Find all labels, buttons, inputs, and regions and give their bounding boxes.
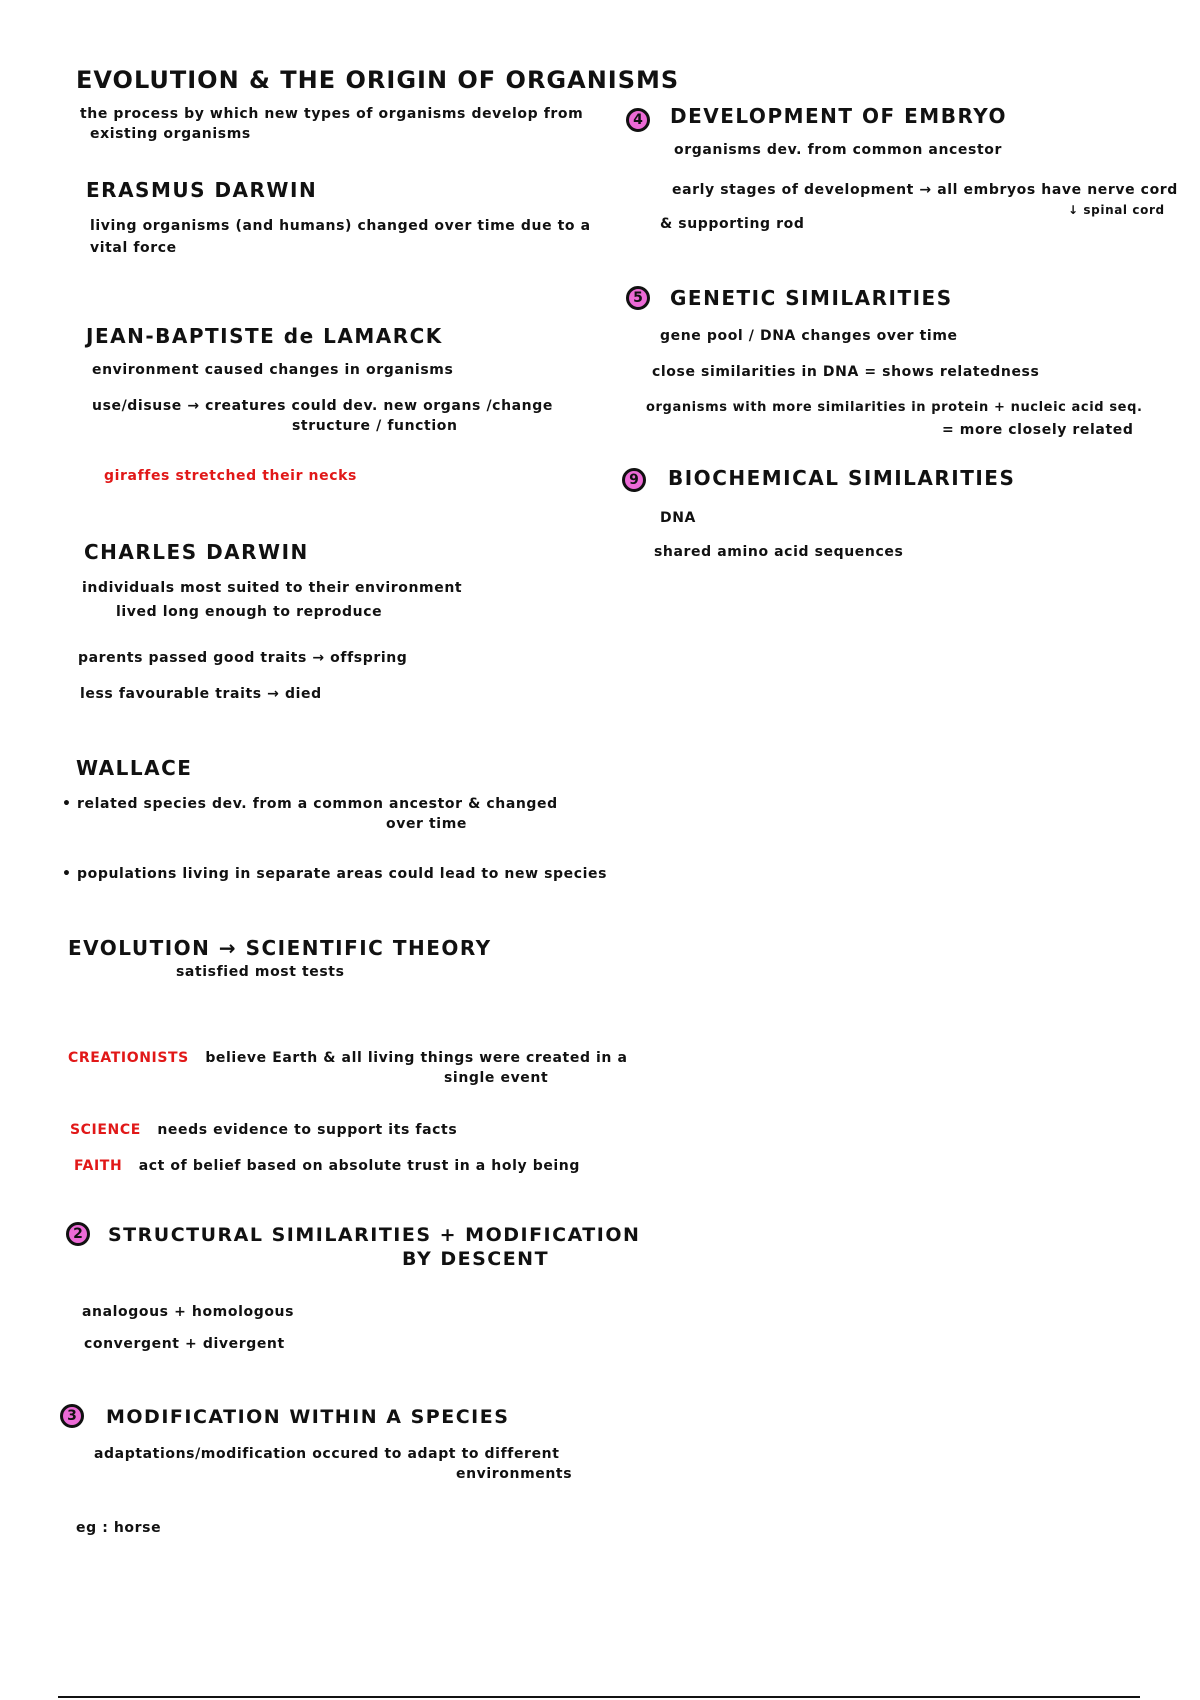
erasmus-line-2: vital force: [90, 240, 177, 256]
section-2-heading: STRUCTURAL SIMILARITIES + MODIFICATION: [108, 1224, 641, 1246]
wallace-heading: WALLACE: [76, 756, 193, 780]
science-text: needs evidence to support its facts: [157, 1122, 458, 1138]
faith-text: act of belief based on absolute trust in a holy being: [138, 1158, 580, 1174]
creationists-line: [68, 1048, 628, 1068]
science-line: [70, 1120, 457, 1140]
wallace-bullet-1a: • related species dev. from a common ancestor & changed: [62, 796, 558, 812]
wallace-bullet-1b: over time: [386, 816, 467, 832]
section-4-spinal: ↓ spinal cord: [1068, 203, 1165, 217]
section-3-heading: MODIFICATION WITHIN A SPECIES: [106, 1406, 510, 1428]
wallace-bullet-2: • populations living in separate areas could lead to new species: [62, 866, 608, 882]
section-5-line-3b: = more closely related: [942, 422, 1134, 438]
faith-label: FAITH: [74, 1158, 123, 1174]
theory-sub: satisfied most tests: [176, 964, 345, 980]
section-9-line-2: shared amino acid sequences: [654, 544, 904, 560]
section-3-line-1b: environments: [456, 1466, 573, 1482]
lamarck-line-2b: structure / function: [292, 418, 458, 434]
creationists-line-2: single event: [444, 1070, 549, 1086]
erasmus-heading: ERASMUS DARWIN: [86, 178, 318, 202]
section-4-heading: DEVELOPMENT OF EMBRYO: [670, 104, 1008, 128]
section-2-badge: 2: [66, 1222, 90, 1246]
section-2-heading-2: BY DESCENT: [402, 1248, 550, 1270]
lamarck-line-1: environment caused changes in organisms: [92, 362, 454, 378]
lamarck-heading: JEAN-BAPTISTE de LAMARCK: [86, 324, 443, 348]
faith-line: [74, 1156, 580, 1176]
bottom-divider: [58, 1696, 1140, 1698]
section-4-line-3: & supporting rod: [660, 216, 805, 232]
section-9-line-1: DNA: [660, 510, 696, 526]
section-3-eg: eg : horse: [76, 1520, 162, 1536]
charles-line-3: less favourable traits → died: [80, 686, 322, 702]
section-5-line-2: close similarities in DNA = shows relatedness: [652, 364, 1040, 380]
section-9-badge: 9: [622, 468, 646, 492]
section-4-badge: 4: [626, 108, 650, 132]
section-2-line-2: convergent + divergent: [84, 1336, 285, 1352]
creationists-text: believe Earth & all living things were created in a: [205, 1050, 628, 1066]
section-5-line-3: organisms with more similarities in protein + nucleic acid seq.: [646, 400, 1143, 415]
section-3-badge: 3: [60, 1404, 84, 1428]
definition-line-1: the process by which new types of organisms develop from: [80, 106, 584, 122]
page-title: EVOLUTION & THE ORIGIN OF ORGANISMS: [76, 66, 680, 94]
charles-heading: CHARLES DARWIN: [84, 540, 309, 564]
section-5-line-1: gene pool / DNA changes over time: [660, 328, 958, 344]
section-3-line-1: adaptations/modification occured to adapt to different: [94, 1446, 560, 1462]
section-4-line-1: organisms dev. from common ancestor: [674, 142, 1002, 158]
section-5-heading: GENETIC SIMILARITIES: [670, 286, 953, 310]
theory-heading: EVOLUTION → SCIENTIFIC THEORY: [68, 936, 492, 960]
erasmus-line-1: living organisms (and humans) changed over time due to a: [90, 218, 591, 234]
definition-line-2: existing organisms: [90, 126, 251, 142]
charles-line-1a: individuals most suited to their environment: [82, 580, 463, 596]
lamarck-example: giraffes stretched their necks: [104, 468, 357, 484]
section-5-badge: 5: [626, 286, 650, 310]
science-label: SCIENCE: [70, 1122, 141, 1138]
creationists-label: CREATIONISTS: [68, 1050, 189, 1066]
section-2-line-1: analogous + homologous: [82, 1304, 295, 1320]
section-4-line-2: early stages of development → all embryos have nerve cord: [672, 182, 1178, 198]
lamarck-line-2a: use/disuse → creatures could dev. new organs /change: [92, 398, 553, 414]
charles-line-2: parents passed good traits → offspring: [78, 650, 408, 666]
section-9-heading: BIOCHEMICAL SIMILARITIES: [668, 466, 1016, 490]
charles-line-1b: lived long enough to reproduce: [116, 604, 383, 620]
